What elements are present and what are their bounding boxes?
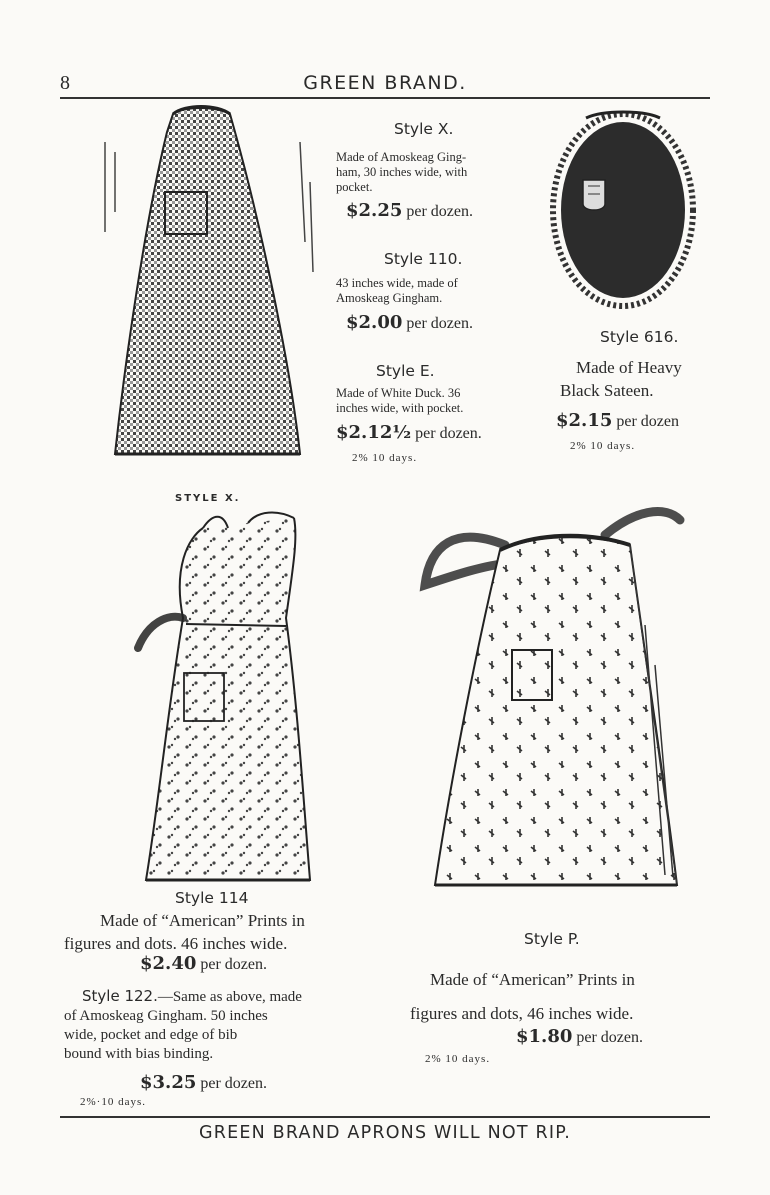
style-p-price: $1.80 per dozen.	[516, 1026, 644, 1047]
style-x-apron-illustration	[85, 102, 330, 490]
style-p-terms: 2% 10 days.	[425, 1053, 491, 1065]
style-114-price: $2.40 per dozen.	[140, 953, 268, 974]
style-e-description: Made of White Duck. 36 inches wide, with pocket.	[336, 386, 464, 415]
style-122-title: Style 122.	[82, 987, 158, 1005]
style-114-description: Made of “American” Prints in figures and dots. 46 inches wide.	[64, 911, 305, 953]
style-616-description: Made of Heavy Black Sateen.	[560, 358, 682, 400]
style-e-terms: 2% 10 days.	[352, 452, 418, 464]
style-114-title: Style 114	[175, 889, 249, 907]
style-616-apron-illustration	[548, 108, 698, 313]
style-e-price: $2.12½ per dozen.	[336, 422, 482, 443]
style-122-price: $3.25 per dozen.	[140, 1072, 268, 1093]
style-114-apron-illustration	[128, 508, 324, 888]
style-e-title: Style E.	[376, 362, 435, 380]
page-title: GREEN BRAND.	[303, 72, 467, 94]
style-x-price: $2.25 per dozen.	[346, 200, 474, 221]
style-122-description: Style 122.—Same as above, made of Amoskeag Gingham. 50 inches wide, pocket and edge of bib bound with bias binding.	[64, 987, 302, 1062]
style-p-title: Style P.	[524, 930, 580, 948]
style-110-title: Style 110.	[384, 250, 463, 268]
style-110-price: $2.00 per dozen.	[346, 312, 474, 333]
style-616-terms: 2% 10 days.	[570, 440, 636, 452]
style-p-apron-illustration	[415, 505, 705, 900]
style-p-description: Made of “American” Prints in figures and dots, 46 inches wide.	[410, 970, 635, 1023]
style-110-description: 43 inches wide, made of Amoskeag Gingham.	[336, 276, 458, 305]
style-x-caption: STYLE X.	[175, 493, 241, 504]
page-number: 8	[60, 72, 70, 94]
style-616-price: $2.15 per dozen	[556, 410, 680, 431]
style-x-description: Made of Amoskeag Ging- ham, 30 inches wide, with pocket.	[336, 150, 468, 194]
style-122-terms: 2%·10 days.	[80, 1096, 146, 1108]
header-rule	[60, 97, 710, 99]
footer-slogan: GREEN BRAND APRONS WILL NOT RIP.	[198, 1123, 572, 1143]
style-x-title: Style X.	[394, 120, 454, 138]
footer-rule	[60, 1116, 710, 1118]
style-616-title: Style 616.	[600, 328, 679, 346]
